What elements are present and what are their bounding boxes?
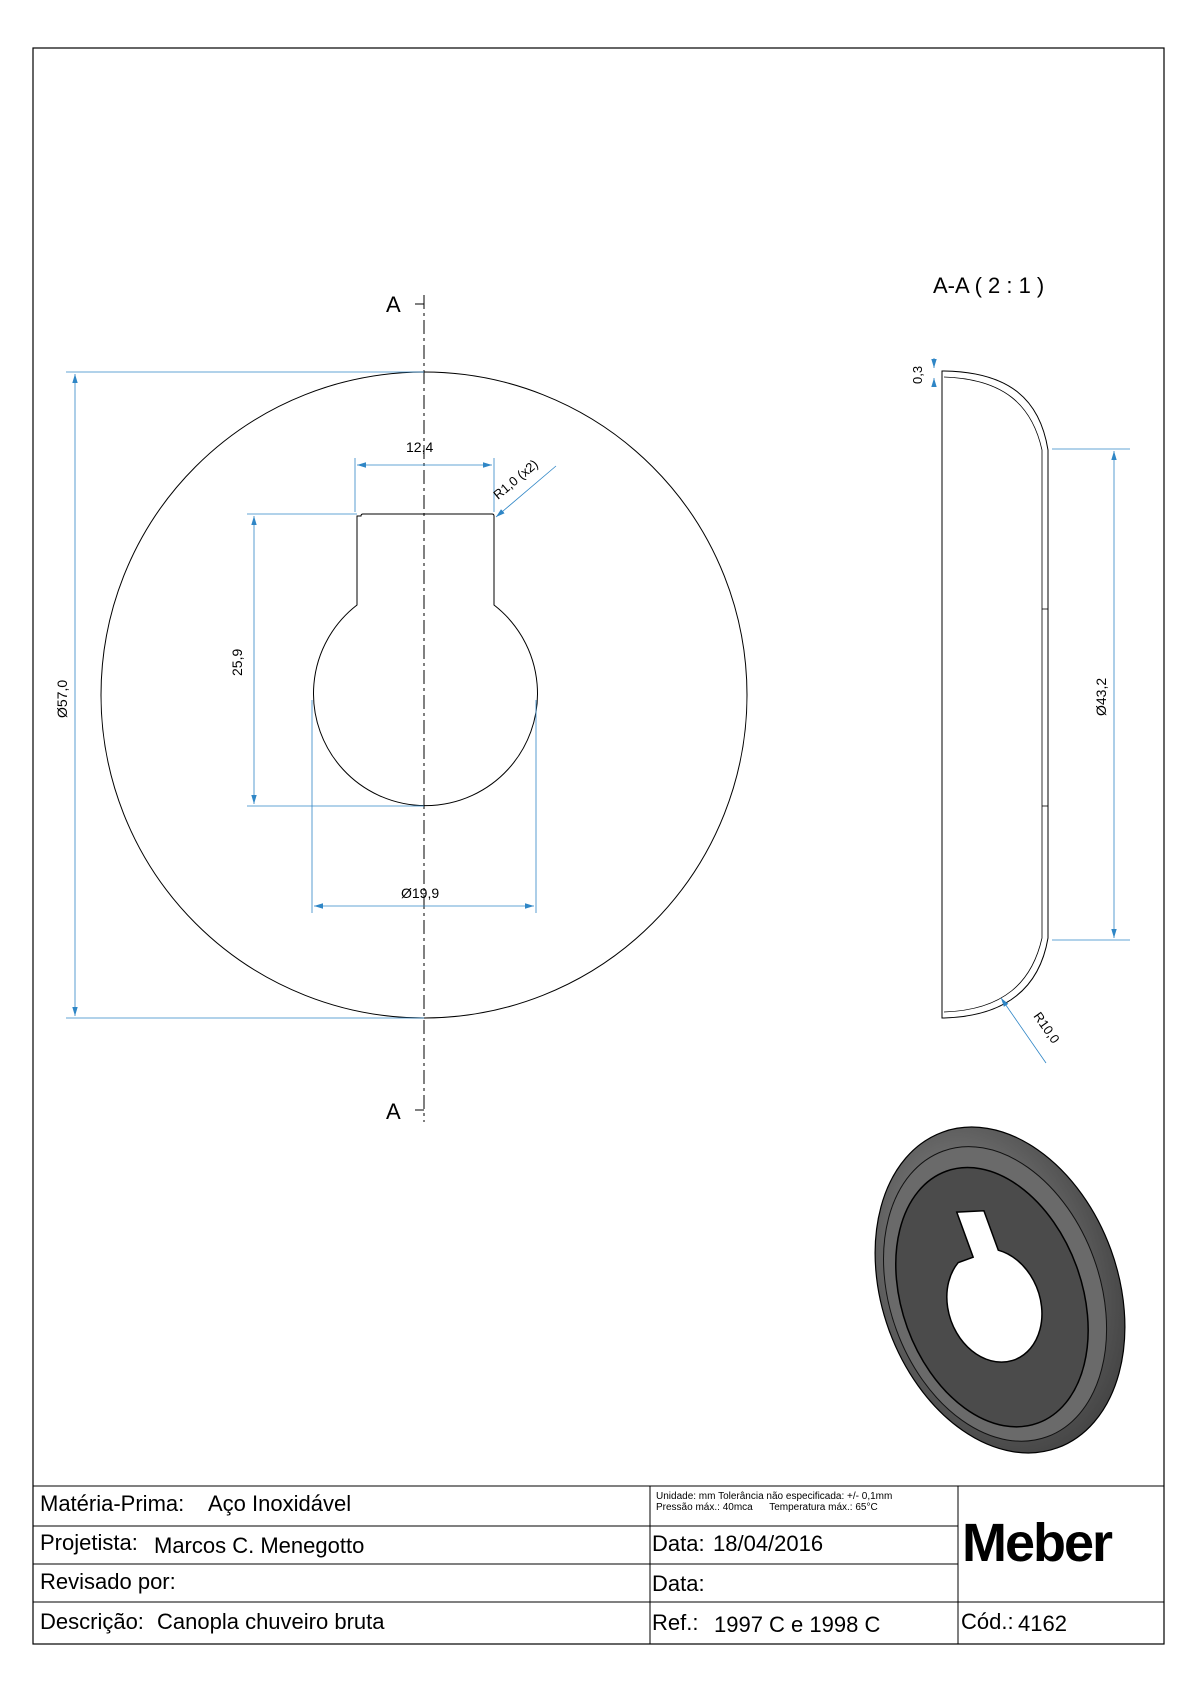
front-view [54,292,747,1124]
meber-logo: Meber [962,1513,1112,1573]
keyhole-cutout [314,514,538,806]
date-value-1: 18/04/2016 [713,1531,824,1556]
dim-slot-width-label: 12,4 [406,439,434,455]
section-view-label: A-A ( 2 : 1 ) [933,273,1045,298]
section-view [910,273,1130,1063]
date-label-1: Data: [652,1531,705,1556]
material-value: Aço Inoxidável [208,1491,352,1516]
ref-value: 1997 C e 1998 C [714,1612,881,1637]
dim-slot-height-label: 25,9 [229,648,245,676]
date-label-2: Data: [652,1571,705,1596]
notes-line-1: Unidade: mm Tolerância não especificada: +/- 0,1mm [656,1491,893,1502]
description-value: Canopla chuveiro bruta [157,1609,385,1634]
dim-section-diameter [1052,449,1130,940]
dim-outer-diameter [66,372,424,1018]
dim-slot-height [247,514,424,806]
dim-section-diameter-label: Ø43,2 [1093,677,1109,716]
description-label: Descrição: [40,1609,144,1634]
section-marker-top: A [386,292,401,317]
notes-line-2: Pressão máx.: 40mca Temperatura máx.: 65°C [656,1502,878,1513]
code-label: Cód.: [961,1609,1014,1634]
code-value: 4162 [1018,1611,1067,1636]
isometric-view [832,1092,1169,1488]
dim-hole-diameter-label: Ø19,9 [401,885,440,901]
section-profile-inner [944,377,1042,1012]
ref-label: Ref.: [652,1610,699,1635]
dim-corner-radius-label: R1,0 (x2) [490,456,541,503]
dim-outer-diameter-label: Ø57,0 [54,679,70,718]
section-profile-outer [942,371,1048,1018]
material-label: Matéria-Prima: [40,1491,185,1516]
section-marker-bottom: A [386,1099,401,1124]
designer-value: Marcos C. Menegotto [154,1533,365,1558]
designer-label: Projetista: [40,1530,138,1555]
dim-thickness-label: 0,3 [910,365,925,384]
reviewed-label: Revisado por: [40,1569,176,1594]
dim-section-radius-leader [1001,998,1046,1063]
dim-section-radius-label: R10,0 [1030,1009,1063,1047]
